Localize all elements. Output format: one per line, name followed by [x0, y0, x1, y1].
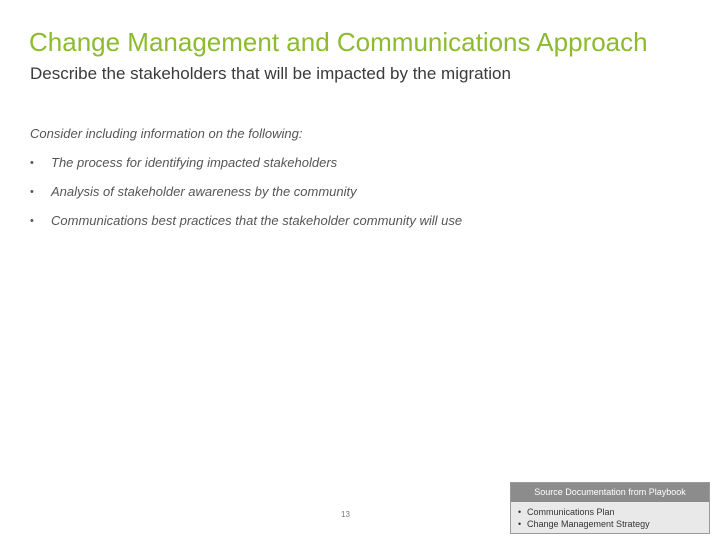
source-list-item — [518, 518, 709, 530]
bullet-icon: • — [518, 519, 522, 529]
source-documentation-box — [510, 482, 710, 534]
source-item-text: Change Management Strategy — [527, 519, 650, 529]
bullet-icon: • — [30, 186, 34, 198]
bullet-text: Communications best practices that the stakeholder community will use — [51, 213, 463, 228]
source-box-header: Source Documentation from Playbook — [511, 483, 709, 502]
bullet-icon: • — [30, 157, 34, 169]
bullet-icon: • — [518, 507, 522, 517]
source-list-item — [518, 506, 709, 518]
page-number: 13 — [341, 510, 350, 519]
bullet-text: Analysis of stakeholder awareness by the community — [51, 184, 357, 199]
source-list — [511, 502, 709, 530]
bullet-icon: • — [30, 215, 34, 227]
intro-text: Consider including information on the following: — [30, 126, 303, 141]
bullet-text: The process for identifying impacted stakeholders — [51, 155, 338, 170]
source-item-text: Communications Plan — [527, 507, 615, 517]
slide-subtitle: Describe the stakeholders that will be impacted by the migration — [30, 64, 511, 83]
slide-title: Change Management and Communications Approach — [29, 27, 648, 57]
